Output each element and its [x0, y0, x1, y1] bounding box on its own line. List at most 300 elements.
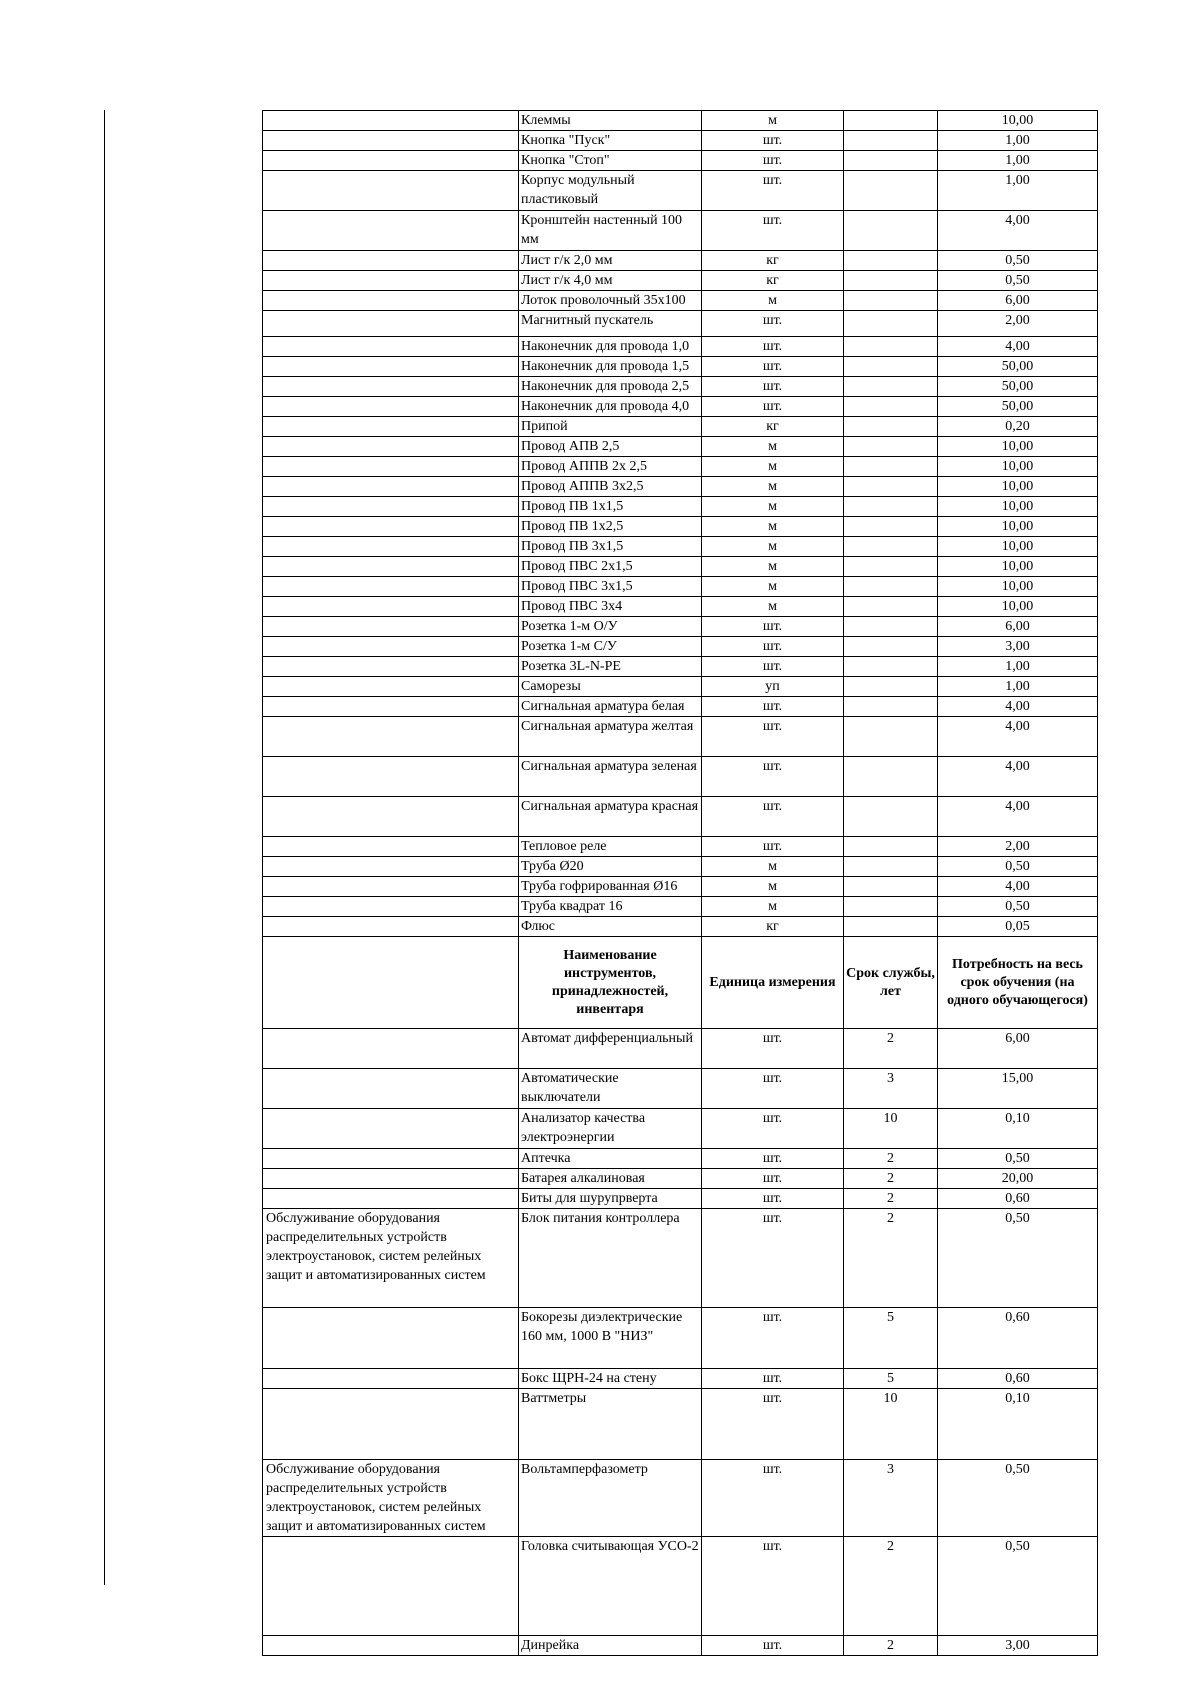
- cell-term: [844, 617, 938, 637]
- cell-section: [263, 557, 519, 577]
- cell-section: [263, 457, 519, 477]
- cell-name: Сигнальная арматура белая: [519, 697, 702, 717]
- cell-quantity: 4,00: [938, 211, 1098, 251]
- cell-section: Обслуживание оборудования распределительных устройств электроустановок, систем релейных защит и автоматизированных систем: [263, 1460, 519, 1537]
- cell-section: [263, 677, 519, 697]
- table-row: [263, 637, 1098, 657]
- cell-section: [263, 151, 519, 171]
- cell-term: [844, 437, 938, 457]
- table-row: [263, 597, 1098, 617]
- cell-term: [844, 637, 938, 657]
- cell-term: [844, 897, 938, 917]
- cell-name: Наконечник для провода 4,0: [519, 397, 702, 417]
- cell-name: Труба Ø20: [519, 857, 702, 877]
- table-row: [263, 617, 1098, 637]
- cell-term: [844, 917, 938, 937]
- table-row: [263, 657, 1098, 677]
- cell-quantity: 1,00: [938, 657, 1098, 677]
- table-row: [263, 537, 1098, 557]
- cell-term: [844, 337, 938, 357]
- cell-section: [263, 657, 519, 677]
- table-row: [263, 377, 1098, 397]
- cell-unit: м: [702, 111, 844, 131]
- cell-name: Корпус модульный пластиковый: [519, 171, 702, 211]
- table-row: [263, 837, 1098, 857]
- cell-name: Наконечник для провода 1,5: [519, 357, 702, 377]
- table-row: [263, 397, 1098, 417]
- cell-term: [844, 717, 938, 757]
- cell-quantity: 0,10: [938, 1389, 1098, 1460]
- table-row: [263, 1149, 1098, 1169]
- cell-name: Биты для шурупрверта: [519, 1189, 702, 1209]
- table-row: [263, 437, 1098, 457]
- cell-unit: шт.: [702, 377, 844, 397]
- cell-term: 5: [844, 1369, 938, 1389]
- cell-section: [263, 337, 519, 357]
- page-margin-rule: [104, 110, 105, 1585]
- cell-quantity: 0,50: [938, 251, 1098, 271]
- table-row: [263, 1537, 1098, 1636]
- cell-quantity: 10,00: [938, 497, 1098, 517]
- cell-section: [263, 311, 519, 337]
- cell-unit: м: [702, 877, 844, 897]
- cell-unit: Единица измерения: [702, 937, 844, 1029]
- table-row: [263, 1029, 1098, 1069]
- cell-name: Блок питания контроллера: [519, 1209, 702, 1308]
- cell-term: 2: [844, 1189, 938, 1209]
- cell-unit: м: [702, 477, 844, 497]
- cell-section: [263, 797, 519, 837]
- cell-name: Кронштейн настенный 100 мм: [519, 211, 702, 251]
- cell-unit: шт.: [702, 1537, 844, 1636]
- cell-section: [263, 1308, 519, 1369]
- cell-term: 3: [844, 1460, 938, 1537]
- cell-term: [844, 271, 938, 291]
- cell-name: Аптечка: [519, 1149, 702, 1169]
- table-row: [263, 311, 1098, 337]
- cell-section: [263, 357, 519, 377]
- cell-section: [263, 131, 519, 151]
- cell-quantity: 0,50: [938, 271, 1098, 291]
- cell-quantity: 4,00: [938, 337, 1098, 357]
- cell-name: Кнопка "Пуск": [519, 131, 702, 151]
- cell-term: 2: [844, 1149, 938, 1169]
- cell-term: [844, 211, 938, 251]
- cell-quantity: 10,00: [938, 597, 1098, 617]
- cell-quantity: 15,00: [938, 1069, 1098, 1109]
- cell-unit: шт.: [702, 697, 844, 717]
- equipment-table: [262, 110, 1098, 1656]
- cell-name: Провод ПВС 2х1,5: [519, 557, 702, 577]
- cell-name: Провод ПВ 1х2,5: [519, 517, 702, 537]
- cell-quantity: 10,00: [938, 457, 1098, 477]
- cell-unit: кг: [702, 271, 844, 291]
- cell-name: Сигнальная арматура желтая: [519, 717, 702, 757]
- cell-section: [263, 111, 519, 131]
- cell-term: [844, 477, 938, 497]
- cell-term: [844, 697, 938, 717]
- cell-section: [263, 757, 519, 797]
- cell-name: Наконечник для провода 2,5: [519, 377, 702, 397]
- cell-name: Тепловое реле: [519, 837, 702, 857]
- cell-name: Кнопка "Стоп": [519, 151, 702, 171]
- cell-section: [263, 1537, 519, 1636]
- cell-unit: шт.: [702, 1389, 844, 1460]
- cell-quantity: 0,60: [938, 1369, 1098, 1389]
- cell-term: [844, 357, 938, 377]
- cell-section: [263, 537, 519, 557]
- cell-quantity: 10,00: [938, 557, 1098, 577]
- cell-unit: шт.: [702, 1308, 844, 1369]
- cell-section: [263, 497, 519, 517]
- cell-section: [263, 577, 519, 597]
- cell-unit: шт.: [702, 337, 844, 357]
- cell-unit: шт.: [702, 357, 844, 377]
- table-header-row: [263, 937, 1098, 1029]
- cell-unit: шт.: [702, 1209, 844, 1308]
- cell-section: [263, 717, 519, 757]
- cell-term: [844, 311, 938, 337]
- cell-section: [263, 1149, 519, 1169]
- cell-section: [263, 1029, 519, 1069]
- cell-term: [844, 597, 938, 617]
- cell-section: [263, 857, 519, 877]
- cell-term: 2: [844, 1169, 938, 1189]
- cell-unit: м: [702, 291, 844, 311]
- cell-quantity: 6,00: [938, 617, 1098, 637]
- cell-unit: шт.: [702, 151, 844, 171]
- cell-term: [844, 577, 938, 597]
- cell-unit: шт.: [702, 1460, 844, 1537]
- table-row: [263, 151, 1098, 171]
- cell-section: [263, 271, 519, 291]
- table-row: [263, 417, 1098, 437]
- table-row: [263, 1460, 1098, 1537]
- cell-quantity: 4,00: [938, 797, 1098, 837]
- cell-unit: шт.: [702, 1109, 844, 1149]
- cell-name: Провод АППВ 3х2,5: [519, 477, 702, 497]
- cell-quantity: 1,00: [938, 131, 1098, 151]
- cell-term: [844, 877, 938, 897]
- cell-name: Вольтамперфазометр: [519, 1460, 702, 1537]
- cell-section: [263, 897, 519, 917]
- cell-term: [844, 797, 938, 837]
- cell-unit: шт.: [702, 171, 844, 211]
- cell-section: [263, 617, 519, 637]
- cell-quantity: 4,00: [938, 757, 1098, 797]
- cell-quantity: 2,00: [938, 311, 1098, 337]
- cell-quantity: 0,50: [938, 1149, 1098, 1169]
- table-row: [263, 917, 1098, 937]
- cell-unit: м: [702, 437, 844, 457]
- cell-unit: шт.: [702, 797, 844, 837]
- cell-quantity: 10,00: [938, 577, 1098, 597]
- cell-section: [263, 517, 519, 537]
- cell-quantity: 0,50: [938, 1537, 1098, 1636]
- table-row: [263, 1389, 1098, 1460]
- cell-name: Сигнальная арматура красная: [519, 797, 702, 837]
- cell-name: Провод ПВ 3х1,5: [519, 537, 702, 557]
- cell-section: [263, 377, 519, 397]
- cell-term: Срок службы, лет: [844, 937, 938, 1029]
- table-row: [263, 1369, 1098, 1389]
- cell-quantity: 1,00: [938, 171, 1098, 211]
- table-row: [263, 211, 1098, 251]
- table-row: [263, 1209, 1098, 1308]
- cell-unit: шт.: [702, 757, 844, 797]
- cell-name: Головка считывающая УСО-2: [519, 1537, 702, 1636]
- cell-quantity: 0,50: [938, 857, 1098, 877]
- cell-unit: шт.: [702, 1149, 844, 1169]
- table-row: [263, 1069, 1098, 1109]
- cell-quantity: 10,00: [938, 111, 1098, 131]
- table-row: [263, 1308, 1098, 1369]
- table-row: [263, 497, 1098, 517]
- cell-term: 10: [844, 1389, 938, 1460]
- cell-section: [263, 211, 519, 251]
- cell-section: [263, 1369, 519, 1389]
- cell-section: [263, 171, 519, 211]
- cell-unit: шт.: [702, 311, 844, 337]
- cell-quantity: 6,00: [938, 1029, 1098, 1069]
- cell-section: [263, 477, 519, 497]
- table-row: [263, 111, 1098, 131]
- cell-quantity: 0,60: [938, 1308, 1098, 1369]
- cell-quantity: 0,60: [938, 1189, 1098, 1209]
- cell-section: [263, 1109, 519, 1149]
- cell-quantity: 3,00: [938, 637, 1098, 657]
- cell-name: Анализатор качества электроэнергии: [519, 1109, 702, 1149]
- table-row: [263, 131, 1098, 151]
- cell-unit: шт.: [702, 717, 844, 757]
- cell-term: [844, 417, 938, 437]
- cell-name: Провод ПВС 3х1,5: [519, 577, 702, 597]
- cell-term: [844, 377, 938, 397]
- cell-unit: кг: [702, 417, 844, 437]
- cell-quantity: Потребность на весь срок обучения (на одного обучающегося): [938, 937, 1098, 1029]
- table-row: [263, 677, 1098, 697]
- cell-unit: шт.: [702, 1189, 844, 1209]
- cell-quantity: 0,50: [938, 1460, 1098, 1537]
- cell-quantity: 1,00: [938, 151, 1098, 171]
- cell-section: [263, 1169, 519, 1189]
- cell-section: [263, 1069, 519, 1109]
- cell-unit: шт.: [702, 1029, 844, 1069]
- cell-term: [844, 557, 938, 577]
- cell-name: Наименование инструментов, принадлежностей, инвентаря: [519, 937, 702, 1029]
- cell-name: Лист г/к 4,0 мм: [519, 271, 702, 291]
- cell-name: Провод АППВ 2х 2,5: [519, 457, 702, 477]
- cell-name: Провод АПВ 2,5: [519, 437, 702, 457]
- cell-quantity: 50,00: [938, 397, 1098, 417]
- table-row: [263, 757, 1098, 797]
- cell-section: [263, 437, 519, 457]
- cell-section: [263, 1636, 519, 1656]
- table-row: [263, 1189, 1098, 1209]
- cell-unit: м: [702, 857, 844, 877]
- cell-unit: кг: [702, 251, 844, 271]
- cell-unit: шт.: [702, 617, 844, 637]
- table-row: [263, 1636, 1098, 1656]
- table-row: [263, 717, 1098, 757]
- table-row: [263, 271, 1098, 291]
- cell-quantity: 0,50: [938, 897, 1098, 917]
- cell-unit: кг: [702, 917, 844, 937]
- cell-section: [263, 917, 519, 937]
- cell-name: Автомат дифференциальный: [519, 1029, 702, 1069]
- cell-unit: шт.: [702, 1369, 844, 1389]
- cell-term: 2: [844, 1209, 938, 1308]
- cell-term: [844, 397, 938, 417]
- table-row: [263, 357, 1098, 377]
- cell-name: Батарея алкалиновая: [519, 1169, 702, 1189]
- cell-term: [844, 457, 938, 477]
- cell-name: Лоток проволочный 35х100: [519, 291, 702, 311]
- cell-term: 2: [844, 1029, 938, 1069]
- cell-section: [263, 597, 519, 617]
- cell-quantity: 6,00: [938, 291, 1098, 311]
- cell-unit: шт.: [702, 1069, 844, 1109]
- cell-section: [263, 397, 519, 417]
- cell-quantity: 3,00: [938, 1636, 1098, 1656]
- cell-name: Ваттметры: [519, 1389, 702, 1460]
- cell-quantity: 10,00: [938, 477, 1098, 497]
- cell-unit: м: [702, 497, 844, 517]
- cell-quantity: 0,50: [938, 1209, 1098, 1308]
- table-row: [263, 337, 1098, 357]
- cell-quantity: 50,00: [938, 377, 1098, 397]
- cell-name: Динрейка: [519, 1636, 702, 1656]
- cell-term: [844, 131, 938, 151]
- cell-unit: м: [702, 537, 844, 557]
- cell-unit: уп: [702, 677, 844, 697]
- cell-name: Розетка 3L-N-PE: [519, 657, 702, 677]
- cell-unit: шт.: [702, 637, 844, 657]
- cell-unit: шт.: [702, 131, 844, 151]
- cell-name: Лист г/к 2,0 мм: [519, 251, 702, 271]
- cell-term: [844, 291, 938, 311]
- cell-quantity: 50,00: [938, 357, 1098, 377]
- cell-name: Саморезы: [519, 677, 702, 697]
- cell-unit: шт.: [702, 657, 844, 677]
- table-row: [263, 477, 1098, 497]
- cell-name: Клеммы: [519, 111, 702, 131]
- cell-quantity: 2,00: [938, 837, 1098, 857]
- cell-section: [263, 1389, 519, 1460]
- cell-term: [844, 151, 938, 171]
- cell-quantity: 0,20: [938, 417, 1098, 437]
- cell-name: Розетка 1-м С/У: [519, 637, 702, 657]
- table-row: [263, 457, 1098, 477]
- table-row: [263, 291, 1098, 311]
- table-row: [263, 251, 1098, 271]
- cell-quantity: 10,00: [938, 437, 1098, 457]
- cell-unit: шт.: [702, 837, 844, 857]
- cell-name: Провод ПВС 3х4: [519, 597, 702, 617]
- table-row: [263, 797, 1098, 837]
- cell-term: 3: [844, 1069, 938, 1109]
- table-row: [263, 1109, 1098, 1149]
- cell-section: [263, 877, 519, 897]
- cell-section: [263, 637, 519, 657]
- cell-quantity: 4,00: [938, 877, 1098, 897]
- cell-unit: шт.: [702, 1169, 844, 1189]
- cell-unit: м: [702, 457, 844, 477]
- cell-term: [844, 837, 938, 857]
- cell-unit: м: [702, 517, 844, 537]
- table-row: [263, 171, 1098, 211]
- cell-quantity: 1,00: [938, 677, 1098, 697]
- table-row: [263, 857, 1098, 877]
- table-row: [263, 897, 1098, 917]
- cell-name: Флюс: [519, 917, 702, 937]
- cell-unit: м: [702, 577, 844, 597]
- cell-unit: шт.: [702, 211, 844, 251]
- cell-term: [844, 657, 938, 677]
- cell-term: [844, 677, 938, 697]
- table-row: [263, 1169, 1098, 1189]
- cell-name: Припой: [519, 417, 702, 437]
- cell-term: [844, 171, 938, 211]
- cell-quantity: 0,10: [938, 1109, 1098, 1149]
- cell-unit: м: [702, 557, 844, 577]
- table-row: [263, 577, 1098, 597]
- cell-name: Автоматические выключатели: [519, 1069, 702, 1109]
- table-row: [263, 557, 1098, 577]
- cell-term: [844, 537, 938, 557]
- cell-term: [844, 757, 938, 797]
- cell-term: 2: [844, 1537, 938, 1636]
- cell-section: [263, 937, 519, 1029]
- cell-name: Труба квадрат 16: [519, 897, 702, 917]
- cell-term: 2: [844, 1636, 938, 1656]
- cell-term: 10: [844, 1109, 938, 1149]
- table-row: [263, 517, 1098, 537]
- cell-name: Наконечник для провода 1,0: [519, 337, 702, 357]
- cell-name: Бокс ЩРН-24 на стену: [519, 1369, 702, 1389]
- cell-term: [844, 517, 938, 537]
- cell-name: Провод ПВ 1х1,5: [519, 497, 702, 517]
- cell-quantity: 4,00: [938, 697, 1098, 717]
- cell-quantity: 4,00: [938, 717, 1098, 757]
- cell-name: Бокорезы диэлектрические 160 мм, 1000 В "НИЗ": [519, 1308, 702, 1369]
- table-row: [263, 877, 1098, 897]
- cell-section: [263, 417, 519, 437]
- cell-unit: м: [702, 597, 844, 617]
- cell-section: [263, 291, 519, 311]
- table-row: [263, 697, 1098, 717]
- cell-section: Обслуживание оборудования распределительных устройств электроустановок, систем релейных защит и автоматизированных систем: [263, 1209, 519, 1308]
- cell-quantity: 20,00: [938, 1169, 1098, 1189]
- cell-section: [263, 251, 519, 271]
- cell-term: [844, 857, 938, 877]
- cell-quantity: 10,00: [938, 537, 1098, 557]
- cell-unit: шт.: [702, 397, 844, 417]
- cell-name: Труба гофрированная Ø16: [519, 877, 702, 897]
- cell-quantity: 10,00: [938, 517, 1098, 537]
- cell-term: [844, 111, 938, 131]
- cell-section: [263, 1189, 519, 1209]
- cell-unit: шт.: [702, 1636, 844, 1656]
- cell-name: Розетка 1-м О/У: [519, 617, 702, 637]
- cell-section: [263, 837, 519, 857]
- cell-unit: м: [702, 897, 844, 917]
- cell-name: Сигнальная арматура зеленая: [519, 757, 702, 797]
- cell-name: Магнитный пускатель: [519, 311, 702, 337]
- cell-quantity: 0,05: [938, 917, 1098, 937]
- cell-term: [844, 251, 938, 271]
- cell-term: 5: [844, 1308, 938, 1369]
